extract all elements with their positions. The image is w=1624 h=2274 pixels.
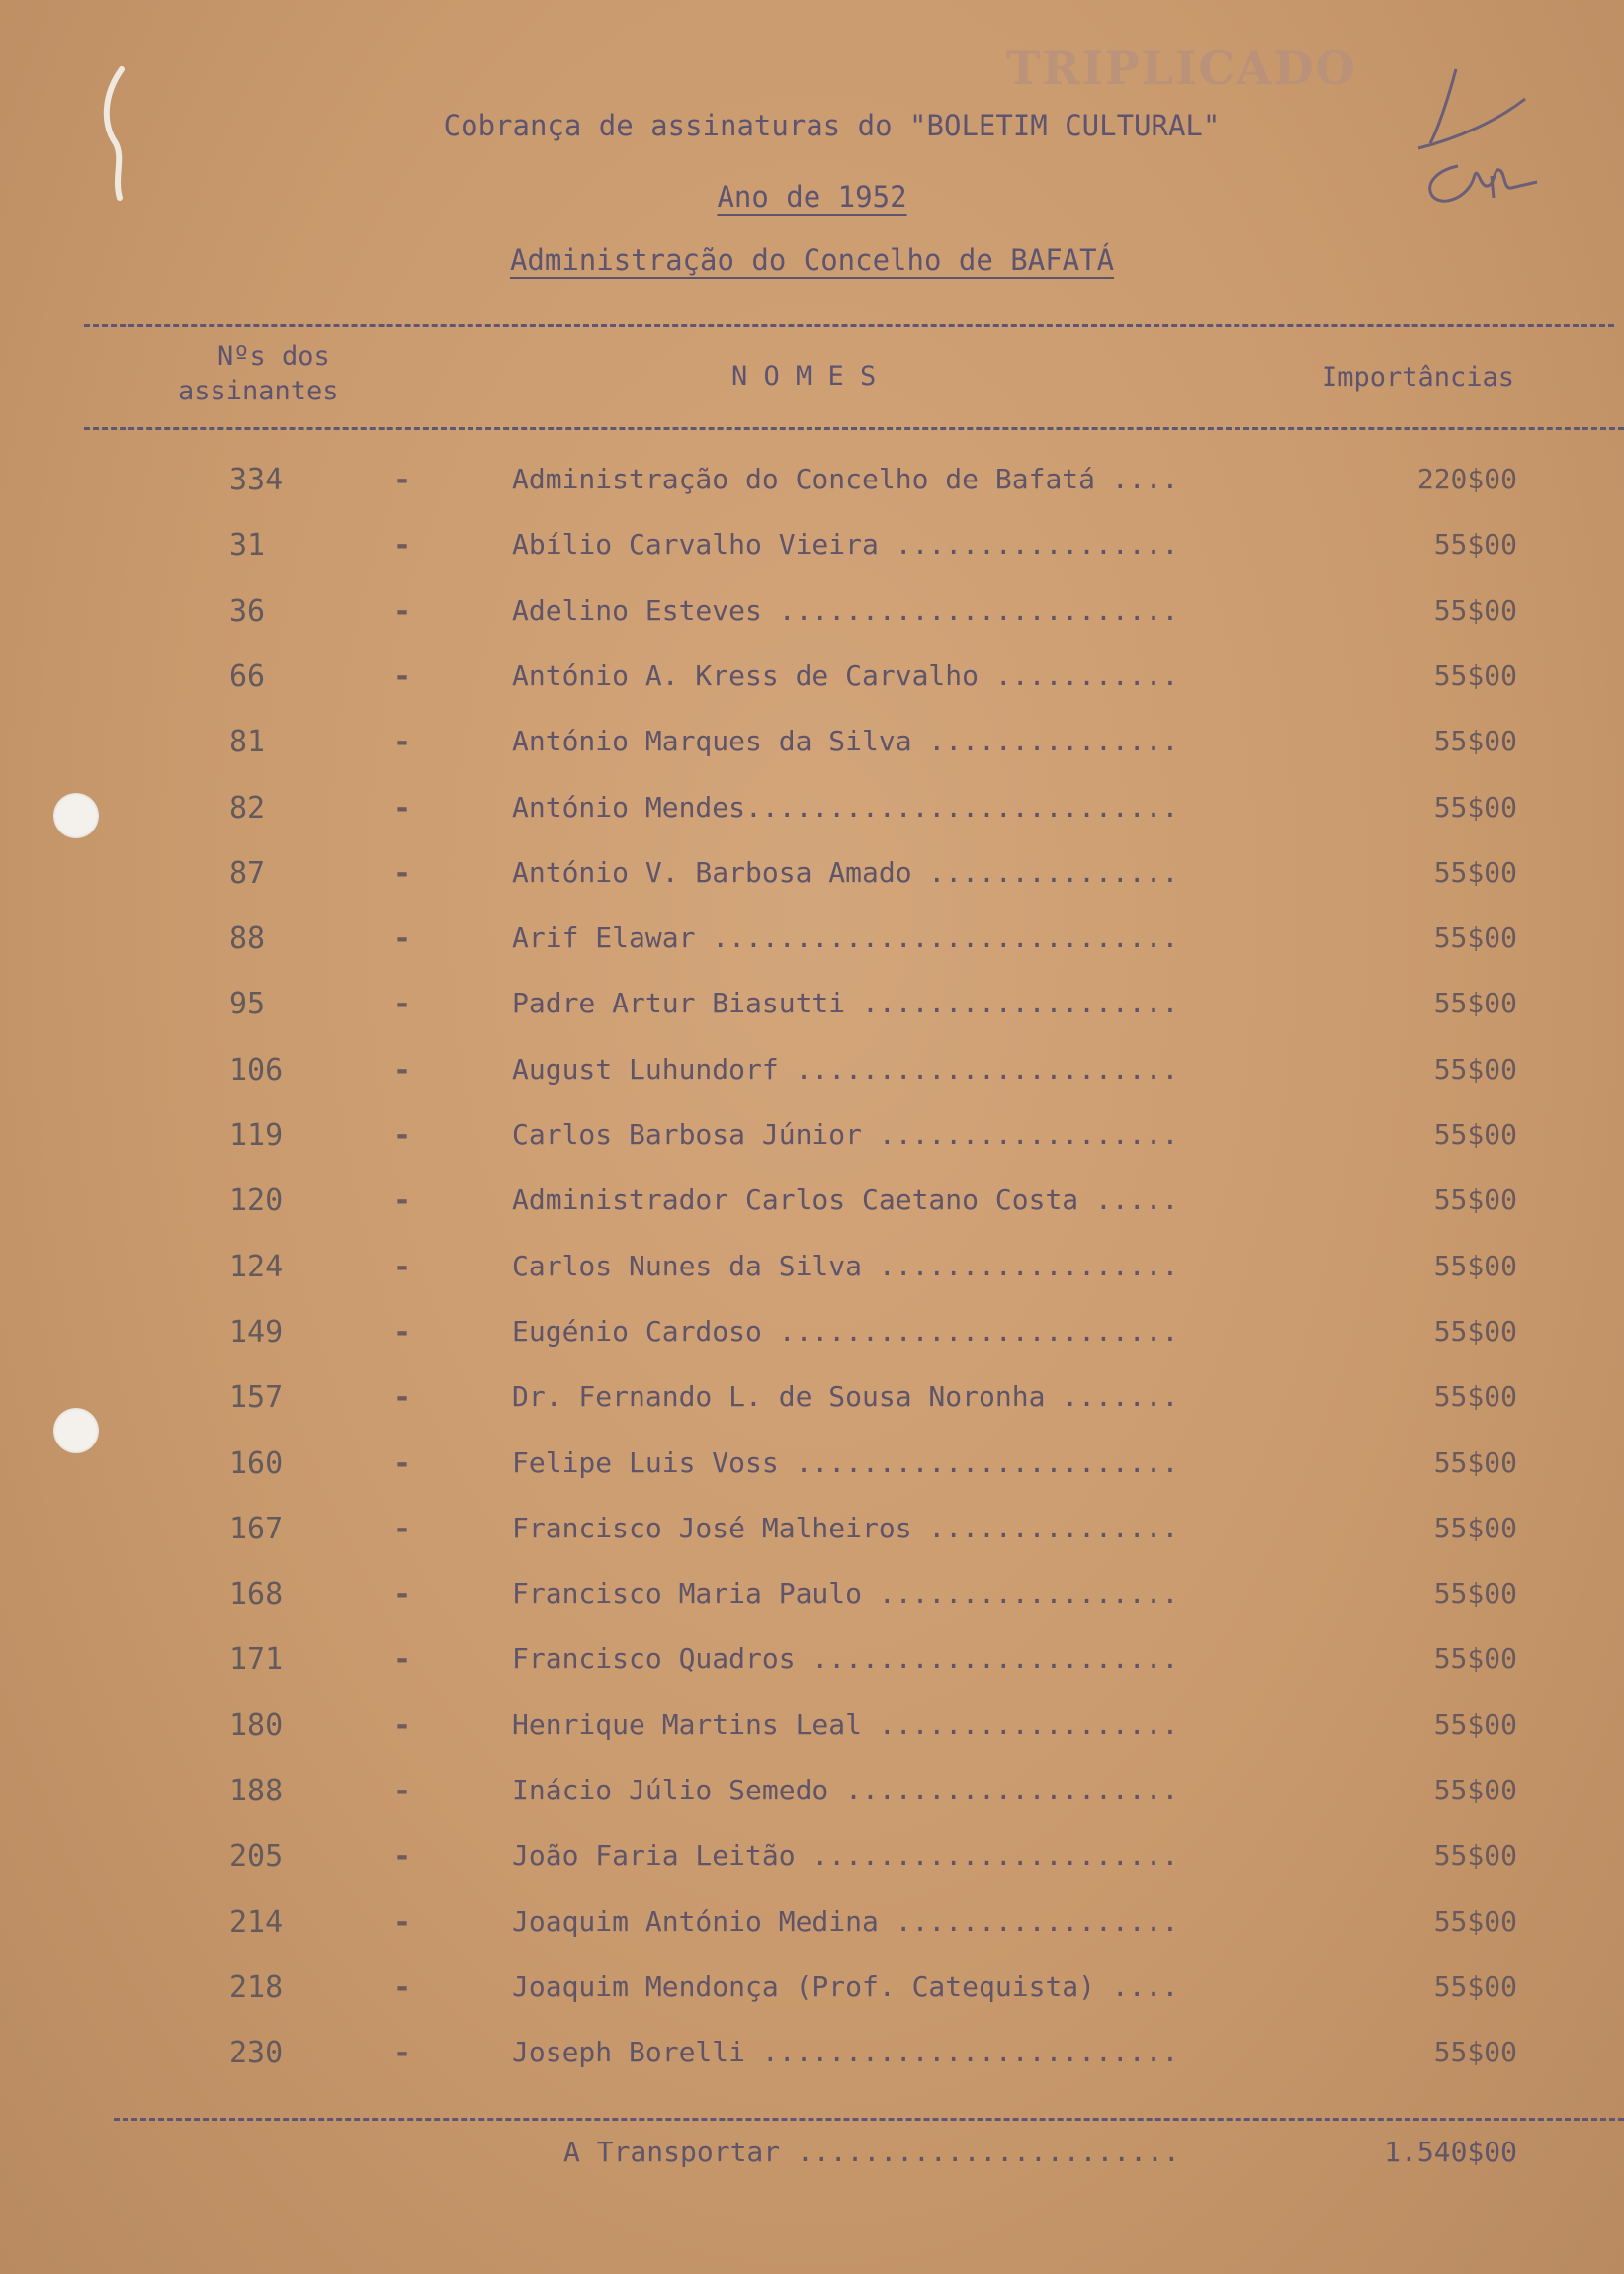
row-amount: 55$00 [1433, 1315, 1517, 1348]
subscriber-name: Henrique Martins Leal .................. [512, 1708, 1179, 1741]
table-row [0, 1774, 1624, 1833]
row-dash: - [393, 1839, 412, 1874]
table-row [0, 1708, 1624, 1768]
row-amount: 55$00 [1433, 1446, 1517, 1479]
row-dash: - [393, 2036, 412, 2070]
column-header-names: N O M E S [731, 361, 877, 392]
row-dash: - [393, 1380, 412, 1415]
row-dash: - [393, 1905, 412, 1940]
subscriber-number: 149 [229, 1315, 284, 1350]
row-dash: - [393, 594, 412, 629]
subscriber-number: 95 [229, 987, 266, 1021]
row-dash: - [393, 1970, 412, 2005]
subscriber-number: 167 [229, 1512, 284, 1546]
subscriber-name: António Marques da Silva ............... [512, 725, 1179, 757]
subscriber-name: Administração do Concelho de Bafatá .... [512, 463, 1179, 495]
subscriber-number: 124 [229, 1250, 284, 1284]
subscriber-name: Adelino Esteves ........................ [512, 594, 1179, 627]
triplicado-stamp: TRIPLICADO [1006, 42, 1357, 95]
column-header-amounts: Importâncias [1322, 362, 1515, 393]
table-row [0, 1315, 1624, 1374]
row-amount: 55$00 [1433, 1512, 1517, 1544]
table-row [0, 791, 1624, 850]
subscriber-number: 168 [229, 1577, 284, 1612]
column-header-number-line2: assinantes [178, 376, 339, 406]
subscriber-number: 119 [229, 1118, 284, 1153]
subscriber-name: Carlos Barbosa Júnior .................. [512, 1118, 1179, 1151]
table-row [0, 1970, 1624, 2030]
row-amount: 55$00 [1433, 1380, 1517, 1413]
table-row [0, 1380, 1624, 1440]
row-dash: - [393, 463, 412, 497]
row-dash: - [393, 1118, 412, 1153]
subscriber-name: Administrador Carlos Caetano Costa ..... [512, 1183, 1179, 1216]
subscriber-number: 66 [229, 659, 266, 694]
row-amount: 55$00 [1433, 856, 1517, 889]
row-amount: 55$00 [1433, 1118, 1517, 1151]
table-row [0, 2036, 1624, 2095]
subscriber-number: 120 [229, 1183, 284, 1218]
row-dash: - [393, 1577, 412, 1612]
table-row [0, 594, 1624, 654]
row-amount: 55$00 [1433, 987, 1517, 1019]
table-row [0, 1512, 1624, 1571]
table-row [0, 856, 1624, 916]
subscriber-number: 82 [229, 791, 266, 826]
row-dash: - [393, 1446, 412, 1481]
row-amount: 55$00 [1433, 1839, 1517, 1872]
subscriber-number: 88 [229, 921, 266, 956]
table-row [0, 1446, 1624, 1506]
row-amount: 55$00 [1433, 1577, 1517, 1610]
document-title: Cobrança de assinaturas do "BOLETIM CULTURAL" [443, 109, 1221, 142]
subscriber-number: 188 [229, 1774, 284, 1808]
subscriber-name: Francisco José Malheiros ............... [512, 1512, 1179, 1544]
row-amount: 55$00 [1433, 1053, 1517, 1086]
subscriber-number: 171 [229, 1642, 284, 1677]
subscriber-name: Dr. Fernando L. de Sousa Noronha ....... [512, 1380, 1179, 1413]
table-row [0, 1839, 1624, 1898]
row-amount: 55$00 [1433, 1708, 1517, 1741]
subscriber-number: 87 [229, 856, 266, 891]
table-row [0, 921, 1624, 981]
subscriber-name: Padre Artur Biasutti ................... [512, 987, 1179, 1019]
subscriber-name: Arif Elawar ............................ [512, 921, 1179, 954]
row-amount: 220$00 [1416, 463, 1517, 495]
row-amount: 55$00 [1433, 659, 1517, 692]
row-dash: - [393, 1774, 412, 1808]
row-dash: - [393, 659, 412, 694]
table-row [0, 528, 1624, 587]
column-header-number-line1: Nºs dos [217, 341, 330, 372]
row-amount: 55$00 [1433, 1642, 1517, 1675]
table-row [0, 1250, 1624, 1309]
row-amount: 55$00 [1433, 1970, 1517, 2003]
table-row [0, 1053, 1624, 1112]
subscriber-name: Joaquim António Medina ................. [512, 1905, 1179, 1938]
subscriber-number: 157 [229, 1380, 284, 1415]
subscriber-number: 214 [229, 1905, 284, 1940]
row-dash: - [393, 856, 412, 891]
subscriber-name: Eugénio Cardoso ........................ [512, 1315, 1179, 1348]
subscriber-name: Carlos Nunes da Silva .................. [512, 1250, 1179, 1282]
table-row [0, 463, 1624, 522]
subscriber-number: 36 [229, 594, 266, 629]
table-row [0, 1118, 1624, 1178]
row-dash: - [393, 1708, 412, 1743]
subscriber-name: Inácio Júlio Semedo .................... [512, 1774, 1179, 1806]
row-dash: - [393, 1315, 412, 1350]
row-dash: - [393, 725, 412, 759]
row-dash: - [393, 1642, 412, 1677]
row-dash: - [393, 791, 412, 826]
subscriber-number: 205 [229, 1839, 284, 1874]
row-dash: - [393, 921, 412, 956]
subscriber-number: 160 [229, 1446, 284, 1481]
subscriber-name: João Faria Leitão ...................... [512, 1839, 1179, 1872]
row-amount: 55$00 [1433, 1183, 1517, 1216]
subscriber-name: António Mendes.......................... [512, 791, 1179, 824]
total-amount: 1.540$00 [1384, 2136, 1517, 2168]
row-amount: 55$00 [1433, 1905, 1517, 1938]
row-amount: 55$00 [1433, 528, 1517, 561]
table-row [0, 1905, 1624, 1965]
header-bottom-rule [84, 427, 1624, 430]
row-amount: 55$00 [1433, 594, 1517, 627]
subscriber-name: António A. Kress de Carvalho ........... [512, 659, 1179, 692]
subscriber-name: Francisco Maria Paulo .................. [512, 1577, 1179, 1610]
subscriber-name: Joaquim Mendonça (Prof. Catequista) .... [512, 1970, 1179, 2003]
row-dash: - [393, 987, 412, 1021]
subscriber-number: 180 [229, 1708, 284, 1743]
subscriber-number: 81 [229, 725, 266, 759]
subscriber-number: 334 [229, 463, 284, 497]
row-amount: 55$00 [1433, 791, 1517, 824]
row-amount: 55$00 [1433, 1774, 1517, 1806]
row-dash: - [393, 1250, 412, 1284]
footer-rule [114, 2118, 1624, 2121]
row-dash: - [393, 1183, 412, 1218]
row-amount: 55$00 [1433, 1250, 1517, 1282]
table-row [0, 1577, 1624, 1636]
header-top-rule [84, 324, 1614, 327]
subscriber-name: Felipe Luis Voss ....................... [512, 1446, 1179, 1479]
table-row [0, 1183, 1624, 1243]
subscriber-name: António V. Barbosa Amado ............... [512, 856, 1179, 889]
row-dash: - [393, 1512, 412, 1546]
subscriber-name: Abílio Carvalho Vieira ................. [512, 528, 1179, 561]
subscriber-number: 218 [229, 1970, 284, 2005]
table-row [0, 1642, 1624, 1702]
document-year: Ano de 1952 [717, 180, 907, 214]
row-amount: 55$00 [1433, 725, 1517, 757]
document-administration: Administração do Concelho de BAFATÁ [509, 243, 1115, 277]
subscriber-name: August Luhundorf ....................... [512, 1053, 1179, 1086]
row-dash: - [393, 528, 412, 563]
table-row [0, 987, 1624, 1046]
subscriber-name: Joseph Borelli ......................... [512, 2036, 1179, 2068]
subscriber-number: 31 [229, 528, 266, 563]
row-dash: - [393, 1053, 412, 1088]
row-amount: 55$00 [1433, 921, 1517, 954]
subscriber-number: 230 [229, 2036, 284, 2070]
table-row [0, 659, 1624, 719]
subscriber-name: Francisco Quadros ...................... [512, 1642, 1179, 1675]
subscriber-number: 106 [229, 1053, 284, 1088]
table-row [0, 725, 1624, 784]
total-row [0, 2136, 1624, 2185]
row-amount: 55$00 [1433, 2036, 1517, 2068]
total-label: A Transportar ....................... [563, 2136, 1180, 2168]
